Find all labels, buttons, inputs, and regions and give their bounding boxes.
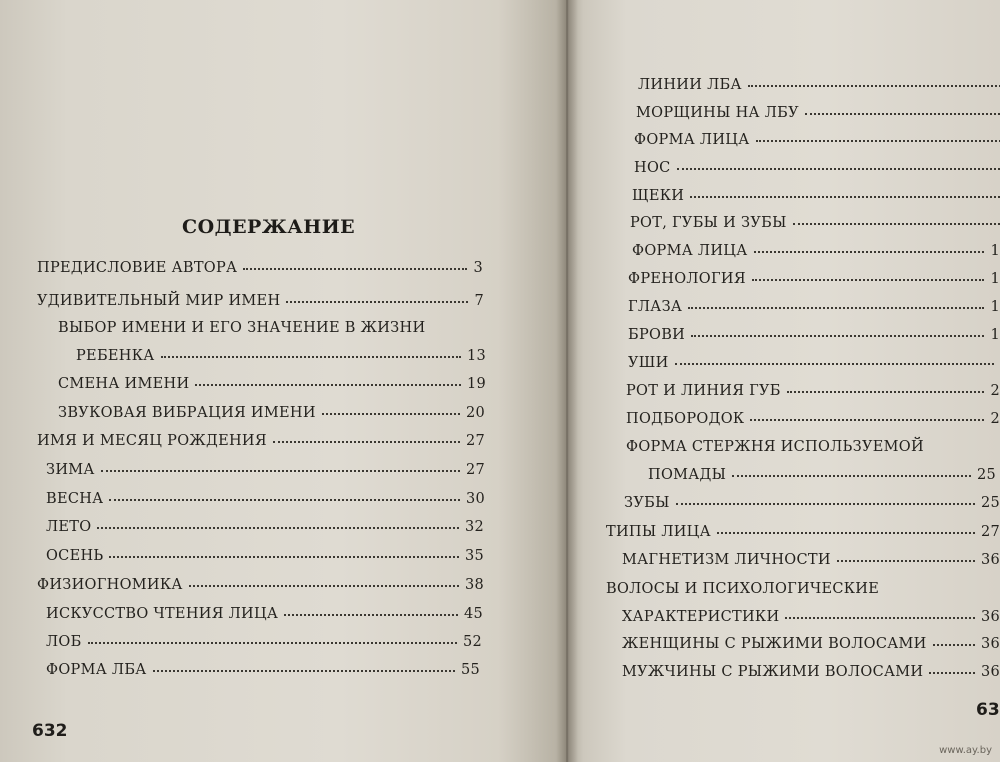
toc-entry [46, 548, 484, 564]
toc-entry-title: ОСЕНЬ [46, 548, 104, 564]
page-number-left: 632 [32, 721, 68, 741]
toc-entry [37, 577, 484, 593]
leader-dots [161, 352, 461, 358]
toc-entry-page: 2 [990, 411, 1000, 427]
leader-dots [189, 581, 459, 587]
leader-dots [837, 556, 975, 562]
toc-entry-title: ФОРМА ЛИЦА [632, 243, 748, 259]
toc-entry-title: ИСКУССТВО ЧТЕНИЯ ЛИЦА [46, 606, 279, 622]
toc-entry [622, 552, 1000, 568]
toc-entry-page: 36 [980, 636, 1000, 652]
toc-entry-title: УДИВИТЕЛЬНЫЙ МИР ИМЕН [37, 293, 281, 309]
toc-entry-title: НОС [634, 160, 671, 176]
toc-entry [46, 662, 480, 678]
leader-dots [195, 380, 461, 386]
toc-entry [636, 105, 1000, 121]
toc-entry-page: 32 [464, 519, 484, 535]
toc-entry-title: ГЛАЗА [628, 299, 683, 315]
toc-entry [46, 519, 484, 535]
leader-dots [243, 264, 467, 270]
leader-dots [748, 81, 1000, 87]
leader-dots [805, 109, 1000, 115]
toc-entry-title: СМЕНА ИМЕНИ [58, 376, 190, 392]
leader-dots [322, 409, 460, 415]
toc-entry-title: ЛОБ [46, 634, 82, 650]
toc-entry-page: 55 [460, 662, 480, 678]
toc-entry [628, 299, 1000, 315]
toc-entry-title: МАГНЕТИЗМ ЛИЧНОСТИ [622, 552, 831, 568]
toc-entry-title: ВЕСНА [46, 491, 104, 507]
toc-entry-title: ФОРМА ЛИЦА [634, 132, 750, 148]
toc-entry-title: ЗУБЫ [624, 495, 670, 511]
leader-dots [109, 495, 459, 501]
toc-entry-page: 27 [465, 462, 485, 478]
toc-entry [632, 243, 1000, 259]
toc-entry [37, 260, 483, 276]
toc-entry [37, 293, 484, 309]
toc-entry-page: 25 [980, 495, 1000, 511]
toc-entry [634, 160, 1000, 176]
toc-entry-page: 36 [980, 552, 1000, 568]
toc-entry [638, 77, 1000, 93]
toc-entry-page: 13 [466, 348, 486, 364]
toc-entry-title: ХАРАКТЕРИСТИКИ [622, 609, 780, 625]
toc-entry-page: 52 [462, 634, 482, 650]
toc-entry-title: ВЫБОР ИМЕНИ И ЕГО ЗНАЧЕНИЕ В ЖИЗНИ [58, 320, 426, 336]
toc-entry [648, 467, 996, 483]
toc-entry [46, 634, 482, 650]
toc-entry-title: ЛИНИИ ЛБА [638, 77, 742, 93]
toc-entry [630, 215, 1000, 231]
toc-entry [606, 524, 1000, 540]
toc-entry [628, 271, 1000, 287]
toc-entry [622, 664, 1000, 680]
toc-entry-title: ЗВУКОВАЯ ВИБРАЦИЯ ИМЕНИ [58, 405, 316, 421]
toc-heading: СОДЕРЖАНИЕ [182, 216, 356, 238]
toc-entry [622, 636, 1000, 652]
toc-entry-title: РЕБЕНКА [76, 348, 155, 364]
leader-dots [97, 523, 458, 529]
leader-dots [88, 638, 457, 644]
toc-entry-page: 1 [990, 327, 1000, 343]
toc-entry-title: ФОРМА ЛБА [46, 662, 147, 678]
leader-dots [717, 528, 975, 534]
right-page [566, 0, 1000, 762]
toc-entry [626, 439, 1000, 455]
toc-entry-title: ФРЕНОЛОГИЯ [628, 271, 746, 287]
toc-entry [628, 327, 1000, 343]
toc-entry-page: 38 [464, 577, 484, 593]
toc-entry-page: 25 [976, 467, 996, 483]
leader-dots [690, 192, 1000, 198]
toc-entry [76, 348, 486, 364]
toc-entry-page: 30 [465, 491, 485, 507]
toc-entry-title: ЛЕТО [46, 519, 92, 535]
toc-entry [606, 581, 1000, 597]
toc-entry [58, 320, 488, 336]
leader-dots [793, 219, 1000, 225]
toc-entry-title: УШИ [628, 355, 669, 371]
leader-dots [286, 297, 468, 303]
toc-entry-page: 1 [990, 299, 1000, 315]
toc-entry-page: 36 [980, 664, 1000, 680]
leader-dots [756, 136, 1000, 142]
leader-dots [688, 303, 984, 309]
toc-entry-page: 3 [473, 260, 483, 276]
leader-dots [109, 552, 458, 558]
toc-entry-page: 1 [990, 243, 1000, 259]
toc-entry [622, 609, 1000, 625]
toc-entry [46, 606, 483, 622]
toc-entry [37, 433, 485, 449]
toc-entry [626, 411, 1000, 427]
leader-dots [752, 275, 985, 281]
toc-entry [58, 376, 486, 392]
toc-entry-page: 35 [464, 548, 484, 564]
toc-entry [58, 405, 485, 421]
toc-entry-page: 36 [980, 609, 1000, 625]
toc-entry-title: ИМЯ И МЕСЯЦ РОЖДЕНИЯ [37, 433, 267, 449]
toc-entry-page: 7 [474, 293, 484, 309]
leader-dots [284, 610, 458, 616]
toc-entry-title: РОТ И ЛИНИЯ ГУБ [626, 383, 781, 399]
toc-entry-page: 20 [465, 405, 485, 421]
toc-entry [628, 355, 1000, 371]
leader-dots [929, 668, 975, 674]
leader-dots [787, 387, 985, 393]
leader-dots [732, 471, 971, 477]
toc-entry-page: 2 [990, 383, 1000, 399]
toc-entry-page: 19 [466, 376, 486, 392]
toc-entry-title: ЩЕКИ [632, 188, 685, 204]
toc-entry-title: ЗИМА [46, 462, 95, 478]
page-number-right: 63 [976, 700, 1000, 720]
toc-entry-page: 1 [990, 271, 1000, 287]
toc-entry-title: МУЖЧИНЫ С РЫЖИМИ ВОЛОСАМИ [622, 664, 924, 680]
toc-entry [634, 132, 1000, 148]
toc-entry [46, 462, 485, 478]
toc-entry-title: ФИЗИОГНОМИКА [37, 577, 183, 593]
toc-entry-page: 45 [463, 606, 483, 622]
book-gutter-shadow [556, 0, 578, 762]
toc-entry-title: ПОДБОРОДОК [626, 411, 745, 427]
toc-entry-title: БРОВИ [628, 327, 686, 343]
toc-entry [46, 491, 485, 507]
leader-dots [754, 247, 985, 253]
toc-entry-title: МОРЩИНЫ НА ЛБУ [636, 105, 799, 121]
toc-entry-title: ВОЛОСЫ И ПСИХОЛОГИЧЕСКИЕ [606, 581, 880, 597]
watermark: www.ay.by [939, 745, 992, 756]
leader-dots [676, 499, 975, 505]
leader-dots [691, 331, 984, 337]
leader-dots [153, 666, 455, 672]
toc-entry-page: 27 [980, 524, 1000, 540]
toc-entry-title: ПРЕДИСЛОВИЕ АВТОРА [37, 260, 238, 276]
leader-dots [785, 613, 975, 619]
leader-dots [750, 415, 984, 421]
toc-entry [626, 383, 1000, 399]
toc-entry-title: ЖЕНЩИНЫ С РЫЖИМИ ВОЛОСАМИ [622, 636, 927, 652]
toc-entry-page: 27 [465, 433, 485, 449]
toc-entry-title: ТИПЫ ЛИЦА [606, 524, 711, 540]
leader-dots [933, 640, 975, 646]
toc-entry [624, 495, 1000, 511]
toc-entry-title: ФОРМА СТЕРЖНЯ ИСПОЛЬЗУЕМОЙ [626, 439, 924, 455]
leader-dots [677, 164, 1000, 170]
leader-dots [675, 359, 994, 365]
leader-dots [273, 437, 460, 443]
toc-entry-title: РОТ, ГУБЫ И ЗУБЫ [630, 215, 787, 231]
toc-entry [632, 188, 1000, 204]
leader-dots [101, 466, 460, 472]
toc-entry-title: ПОМАДЫ [648, 467, 727, 483]
